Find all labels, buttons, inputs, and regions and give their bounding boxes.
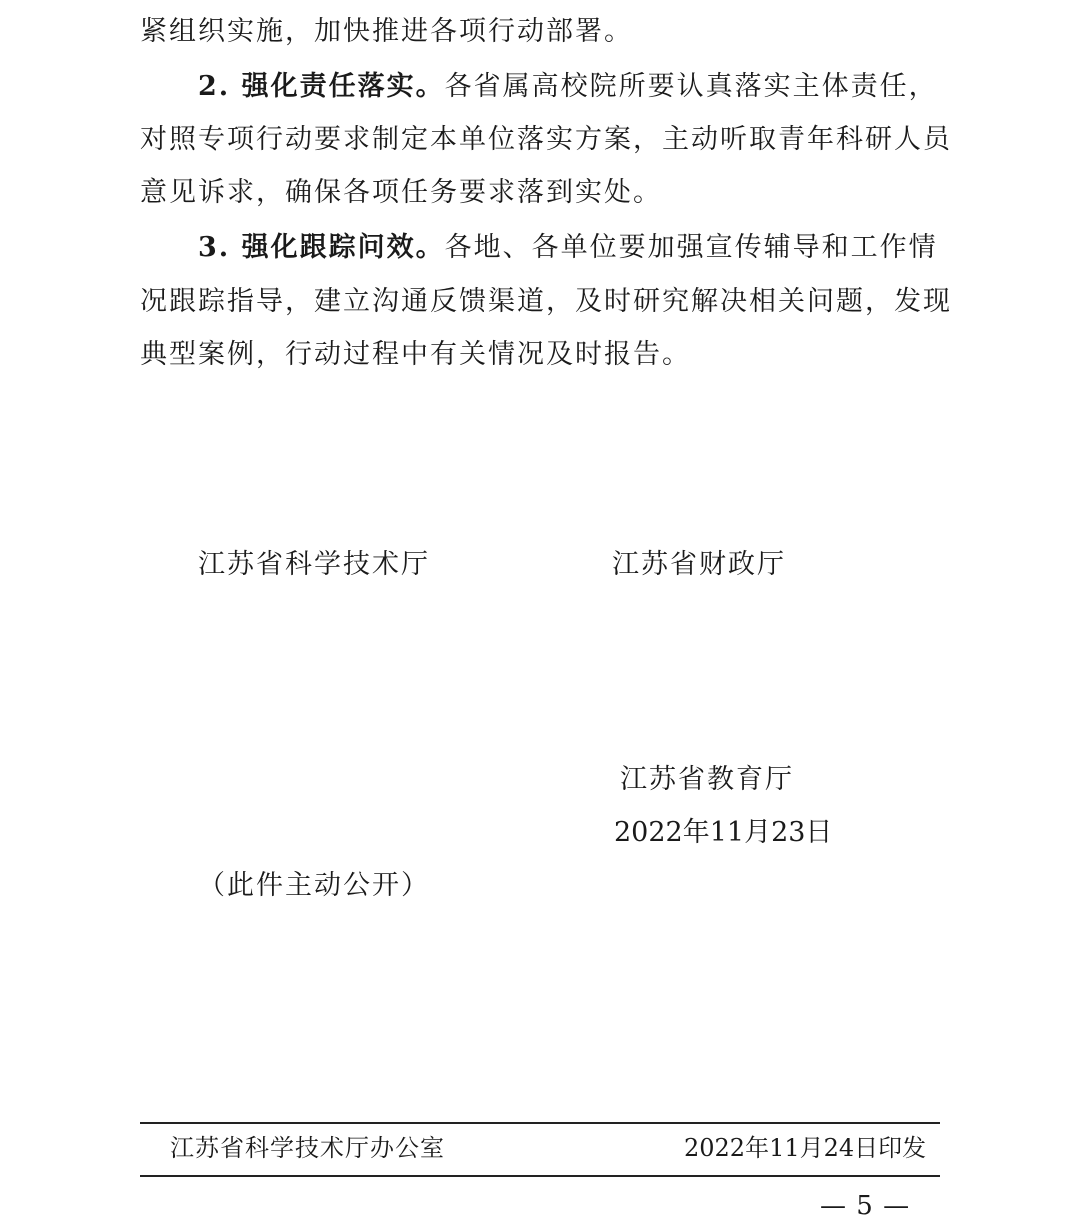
footer-top-rule [140,1122,940,1124]
paragraph-3-text: 各地、各单位要加强宣传辅导和工作情 [444,232,938,263]
paragraph-3-line-2: 况跟踪指导，建立沟通反馈渠道，及时研究解决相关问题，发现 [140,286,952,317]
paragraph-2-line-2: 对照专项行动要求制定本单位落实方案，主动听取青年科研人员 [140,124,952,155]
signature-finance-dept: 江苏省财政厅 [612,549,786,580]
footer-issue-date: 2022年11月24日印发 [684,1134,927,1162]
disclosure-note: （此件主动公开） [198,870,430,901]
paragraph-2-heading: 2. 强化责任落实。 [198,71,445,102]
paragraph-2-line-3: 意见诉求，确保各项任务要求落到实处。 [140,177,662,208]
body-line-1: 紧组织实施，加快推进各项行动部署。 [140,16,633,47]
page-number: — 5 — [820,1191,911,1221]
paragraph-3-line-3: 典型案例，行动过程中有关情况及时报告。 [140,339,691,370]
paragraph-3-line-1 [198,228,938,268]
paragraph-3-heading: 3. 强化跟踪问效。 [198,232,445,263]
footer-bottom-rule [140,1175,940,1177]
signature-education-dept: 江苏省教育厅 [620,764,794,795]
paragraph-2-text: 各省属高校院所要认真落实主体责任， [444,71,938,102]
paragraph-2-line-1 [198,67,938,107]
footer-issuer: 江苏省科学技术厅办公室 [170,1134,445,1162]
signature-date: 2022年11月23日 [614,817,833,848]
signature-science-tech-dept: 江苏省科学技术厅 [198,549,430,580]
